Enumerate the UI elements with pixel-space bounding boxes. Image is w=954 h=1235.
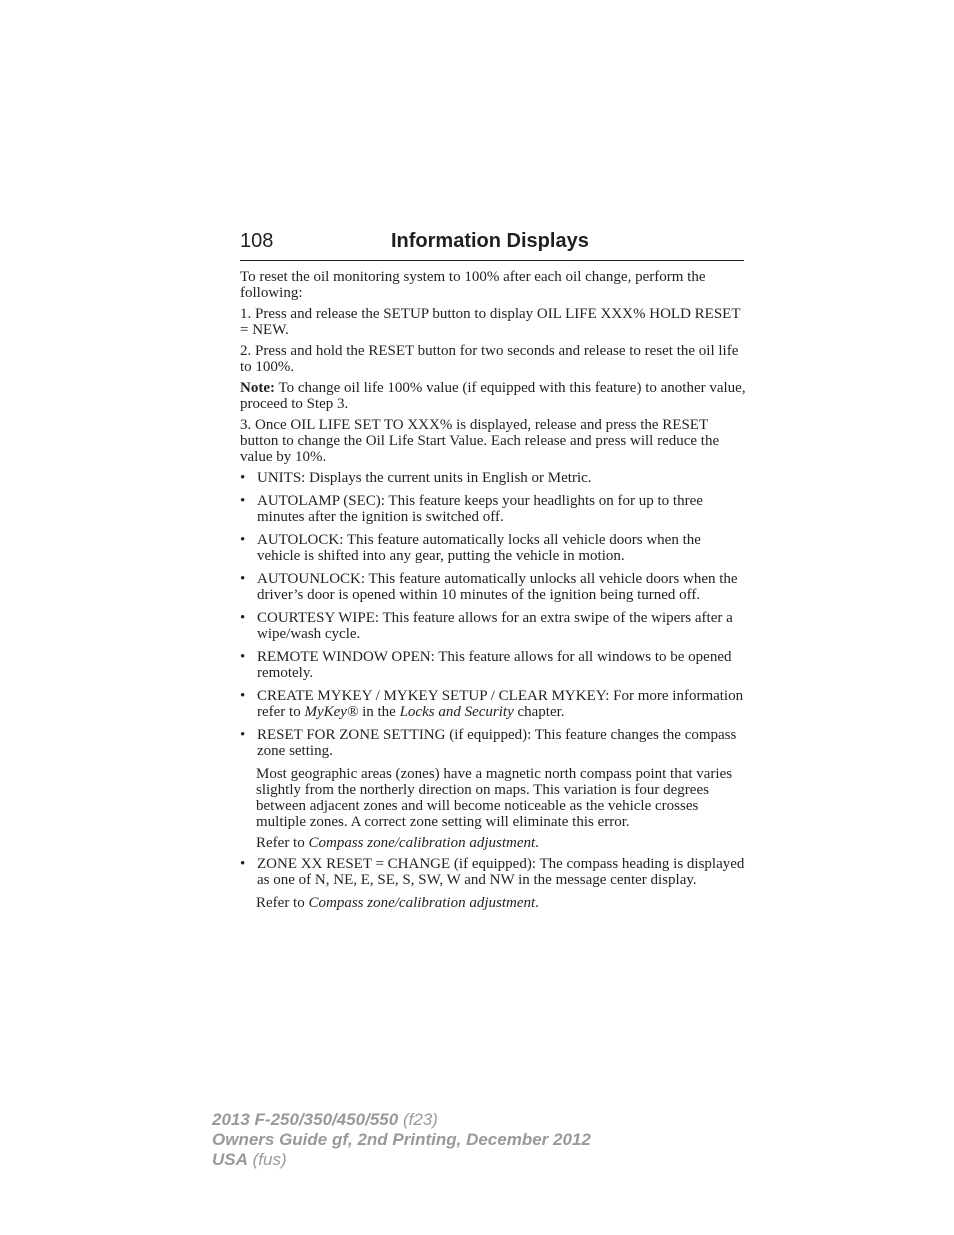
note-text: To change oil life 100% value (if equipped with this feature) to another value, proceed to Step 3. [240,380,746,412]
list-item-text: CREATE MYKEY / MYKEY SETUP / CLEAR MYKEY: For more information refer to [257,688,744,720]
bullet-icon: • [240,493,246,509]
list-item-text: COURTESY WIPE: This feature allows for an extra swipe of the wipers after a wipe/wash cycle. [257,610,733,642]
page-number: 108 [240,230,274,252]
list-item-text: UNITS: Displays the current units in English or Metric. [257,470,592,486]
list-item-reset-zone [240,727,746,759]
footer-market-code: (fus) [247,1150,287,1169]
bullet-icon: • [240,856,246,872]
bullet-icon: • [240,571,246,587]
footer-line-2: Owners Guide gf, 2nd Printing, December 2012 [212,1130,591,1149]
list-item-text: AUTOLOCK: This feature automatically locks all vehicle doors when the vehicle is shifted into any gear, putting the vehicle in motion. [257,532,701,564]
intro-paragraph: To reset the oil monitoring system to 100% after each oil change, perform the following: [240,269,706,301]
list-item-text: ZONE XX RESET = CHANGE (if equipped): The compass heading is displayed as one of N, NE, E, SE, S, SW, W and NW in the message center display. [257,856,745,888]
list-item-zone-reset [240,856,746,888]
bullet-icon: • [240,727,246,743]
refer-suffix: . [535,895,539,911]
compass-reference-1 [240,835,746,851]
list-item-mykey [240,688,746,720]
settings-list-continued [240,856,746,888]
compass-adjustment-reference: Compass zone/calibration adjustment [308,895,536,911]
footer-model: 2013 F-250/350/450/550 [212,1110,399,1129]
list-item-autolamp [240,493,746,525]
list-item-text: REMOTE WINDOW OPEN: This feature allows for all windows to be opened remotely. [257,649,732,681]
bullet-icon: • [240,532,246,548]
note-label: Note: [240,380,275,396]
page-header [240,229,744,261]
step-3: 3. Once OIL LIFE SET TO XXX% is displayed, release and press the RESET button to change the Oil Life Start Value. Each release and press will reduce the value by 10%. [240,417,720,465]
zone-explanation: Most geographic areas (zones) have a magnetic north compass point that varies slightly from the northerly direction on maps. This variation is four degrees between adjacent zones and will become noticeable as the vehicle crosses multiple zones. A correct zone setting will eliminate this error. [256,766,733,830]
compass-reference-2 [240,895,746,911]
list-item-courtesy-wipe [240,610,746,642]
main-content [240,269,746,916]
footer-market: USA [212,1150,248,1169]
step-1: 1. Press and release the SETUP button to display OIL LIFE XXX% HOLD RESET = NEW. [240,306,741,338]
footer-code: (f23) [398,1110,438,1129]
refer-prefix: Refer to [256,835,309,851]
bullet-icon: • [240,610,246,626]
list-item-autounlock [240,571,746,603]
refer-suffix: . [535,835,539,851]
footer-line-3 [212,1150,591,1170]
mykey-reference: MyKey® [304,704,359,720]
refer-prefix: Refer to [256,895,309,911]
list-item-text: RESET FOR ZONE SETTING (if equipped): This feature changes the compass zone setting. [257,727,737,759]
compass-adjustment-reference: Compass zone/calibration adjustment [308,835,536,851]
bullet-icon: • [240,688,246,704]
chapter-reference: Locks and Security [399,704,514,720]
page-footer [212,1110,591,1170]
footer-line-1 [212,1110,591,1130]
settings-list [240,470,746,759]
list-item-remote-window [240,649,746,681]
list-item-units [240,470,746,486]
list-item-text: chapter. [513,704,565,720]
note-paragraph [240,380,746,412]
list-item-text: AUTOUNLOCK: This feature automatically unlocks all vehicle doors when the driver’s door is opened within 10 minutes of the ignition being turned off. [257,571,738,603]
list-item-autolock [240,532,746,564]
bullet-icon: • [240,470,246,486]
section-title: Information Displays [391,230,589,252]
list-item-text: AUTOLAMP (SEC): This feature keeps your headlights on for up to three minutes after the ignition is switched off. [257,493,703,525]
bullet-icon: • [240,649,246,665]
list-item-text: in the [358,704,400,720]
step-2: 2. Press and hold the RESET button for two seconds and release to reset the oil life to 100%. [240,343,739,375]
